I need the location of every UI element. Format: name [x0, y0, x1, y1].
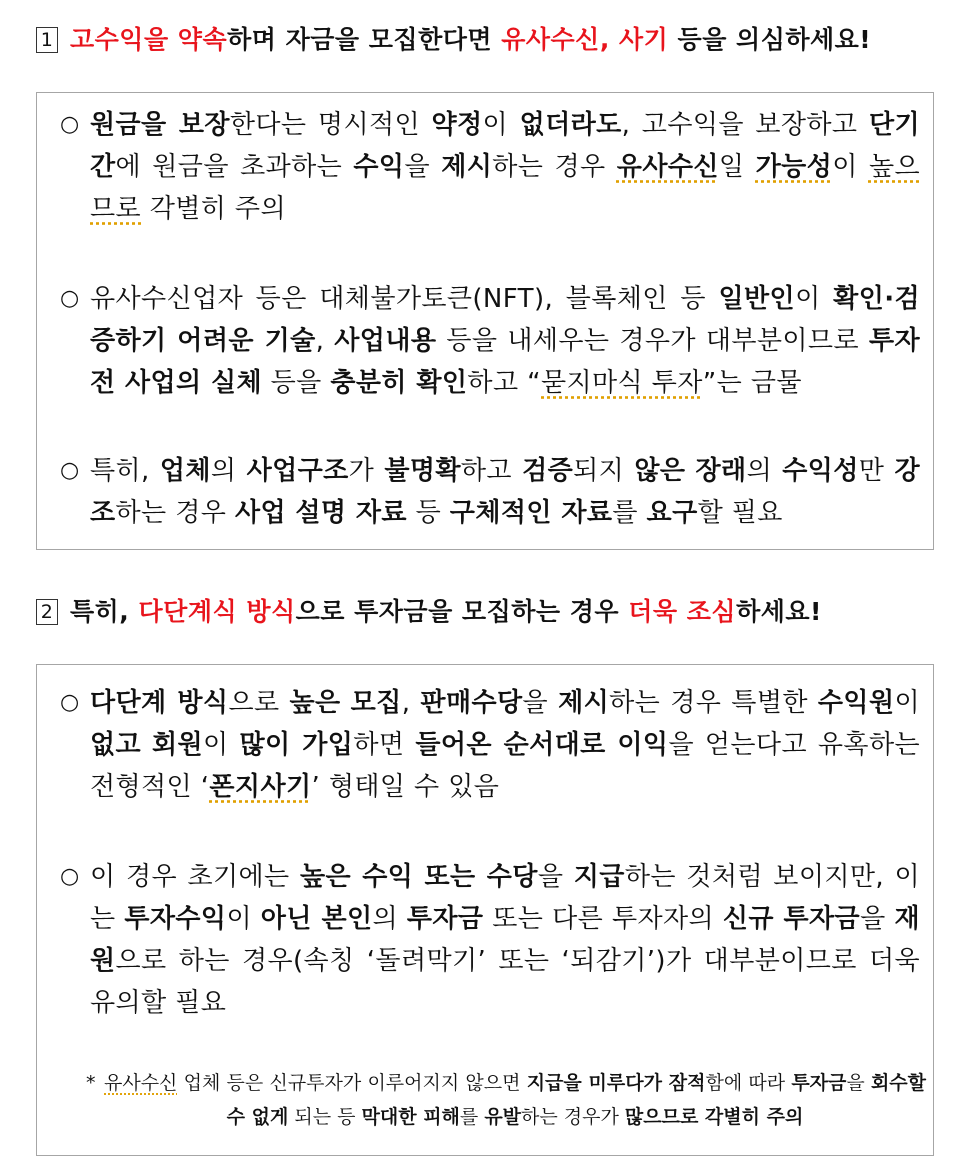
text-run: 를	[612, 498, 647, 528]
text-run: 확인·검증하기 어려운 기술	[90, 284, 920, 356]
section2-item-2	[60, 856, 920, 1024]
text-run	[341, 688, 351, 718]
text-run: 폰지사기	[209, 772, 312, 802]
section1-item-1	[60, 104, 920, 230]
text-run: 사업 설명 자료	[234, 498, 407, 528]
text-run: 사업구조	[246, 456, 349, 486]
text-run: 투자수익	[124, 904, 227, 934]
section1-item-2	[60, 278, 920, 404]
text-run: 이	[832, 152, 869, 182]
text-run: 등을	[262, 368, 331, 398]
text-run: 특히,	[90, 456, 160, 486]
section1-heading	[36, 20, 871, 56]
text-run: 불명확	[384, 456, 461, 486]
text-run: 재원	[90, 904, 920, 976]
text-run: 요구	[646, 498, 698, 528]
text-run: 회수할 수 없게	[226, 1072, 927, 1128]
text-run: 약정	[431, 110, 483, 140]
text-run: 검증	[522, 456, 574, 486]
text-run: 고수익을 약속	[70, 25, 228, 54]
text-run: 등을 의심하세요!	[668, 25, 872, 54]
text-run: 원금을 보장	[90, 110, 230, 140]
text-run: 이	[226, 904, 261, 934]
text-run: 이	[203, 730, 240, 760]
text-run: 없고	[90, 730, 142, 760]
text-run: 모집	[350, 688, 402, 718]
text-run: 하는 경우 특별한	[609, 688, 818, 718]
text-run	[141, 730, 152, 760]
text-run: 하는 것처럼 보이지만, 이는	[90, 862, 921, 934]
text-run: 만	[858, 456, 895, 486]
section2-number: 2	[36, 599, 58, 625]
text-run: 할 필요	[697, 498, 783, 528]
text-run: 하고	[460, 456, 523, 486]
text-run: 의	[746, 456, 783, 486]
text-run: 을	[522, 688, 559, 718]
text-run: 으로 투자금을 모집하는 경우	[295, 597, 629, 626]
text-run: 이	[482, 110, 520, 140]
text-run: 하며 자금을 모집한다면	[227, 25, 502, 54]
text-run: 가능성	[755, 152, 833, 182]
text-run	[685, 456, 695, 486]
item-text	[90, 450, 920, 534]
text-run: 을	[537, 862, 574, 892]
text-run: 제시	[558, 688, 610, 718]
text-run: 를	[459, 1106, 485, 1128]
text-run: 신규 투자금	[722, 904, 861, 934]
text-run: 특히,	[70, 597, 139, 626]
text-run: 한다는 명시적인	[229, 110, 432, 140]
text-run: 되지	[573, 456, 635, 486]
text-run: 유사수신, 사기	[501, 25, 669, 54]
text-run: 수익성	[782, 456, 859, 486]
section1-title	[70, 25, 871, 54]
text-run: 으로 하는 경우(속칭 ‘돌려막기’ 또는 ‘되감기’)가 대부분이므로 더욱 유의할 필요	[90, 946, 920, 1018]
text-run: 사업내용	[334, 326, 437, 356]
text-run: 회원	[152, 730, 204, 760]
text-run: 유사수신	[616, 152, 719, 182]
section1-item-3	[60, 450, 920, 534]
bullet-icon: ○	[60, 112, 80, 137]
text-run: 업체 등은 신규투자가 이루어지지 않으면	[177, 1072, 527, 1094]
text-run: 에 원금을 초과하는	[115, 152, 354, 182]
text-run: 않은	[634, 456, 686, 486]
text-run: ”는 금물	[702, 368, 802, 398]
text-run: 단기간	[90, 110, 920, 182]
text-run: 구체적인 자료	[449, 498, 613, 528]
text-run: 일반인	[718, 284, 796, 314]
text-run: 이	[894, 688, 920, 718]
text-run: 을	[404, 152, 442, 182]
text-run: 유사수신	[104, 1072, 178, 1094]
item-text	[90, 104, 920, 230]
text-run: 일	[718, 152, 756, 182]
text-run: 높으므로	[90, 152, 921, 224]
text-run: 수익원	[817, 688, 895, 718]
bullet-icon: ○	[60, 458, 80, 483]
footnote-text	[104, 1066, 926, 1134]
text-run: 강조	[90, 456, 920, 528]
text-run: 하는 경우	[115, 498, 235, 528]
footnote-asterisk: *	[86, 1072, 96, 1094]
bullet-icon: ○	[60, 864, 80, 889]
text-run: 을 얻는다고 유혹하는 전형적인 ‘	[90, 730, 920, 802]
bullet-icon: ○	[60, 690, 80, 715]
item-text	[90, 682, 920, 808]
text-run: 다단계식 방식	[138, 597, 296, 626]
text-run: 높은	[289, 688, 341, 718]
item-text	[90, 856, 920, 1024]
text-run: 투자금	[791, 1072, 847, 1094]
text-run: ,	[315, 326, 335, 356]
text-run: 유발	[484, 1106, 522, 1128]
text-run: 을	[846, 1072, 871, 1094]
text-run: 장래	[695, 456, 747, 486]
text-run: 함에 따라	[705, 1072, 792, 1094]
section2-heading	[36, 592, 822, 628]
section1-number: 1	[36, 27, 58, 53]
item-text	[90, 278, 920, 404]
text-run: 높은 수익 또는 수당	[299, 862, 538, 892]
text-run: 투자 전 사업의 실체	[90, 326, 920, 398]
text-run: 하는 경우가	[521, 1106, 625, 1128]
text-run: , 고수익을 보장하고	[621, 110, 869, 140]
text-run: 하고 “	[467, 368, 541, 398]
text-run: 또는 다른 투자자의	[483, 904, 723, 934]
text-run: 가	[348, 456, 385, 486]
text-run: 많이 가입	[239, 730, 354, 760]
section2-footnote	[86, 1066, 926, 1134]
text-run: 으로	[228, 688, 290, 718]
text-run: 판매수당	[420, 688, 523, 718]
text-run: 많으므로 각별히 주의	[624, 1106, 804, 1128]
text-run: 의	[210, 456, 247, 486]
bullet-icon: ○	[60, 286, 80, 311]
text-run: 충분히 확인	[330, 368, 468, 398]
text-run: 지급	[573, 862, 625, 892]
text-run: 등	[406, 498, 450, 528]
section2-title	[70, 597, 822, 626]
text-run: 업체	[159, 456, 211, 486]
text-run: 유사수신업자 등은 대체불가토큰(NFT), 블록체인 등	[90, 284, 719, 314]
text-run: 각별히 주의	[141, 194, 286, 224]
text-run: 아닌 본인	[260, 904, 373, 934]
text-run: 하면	[353, 730, 416, 760]
text-run: 투자금	[406, 904, 484, 934]
text-run: 되는 등	[288, 1106, 362, 1128]
text-run: 하세요!	[736, 597, 822, 626]
text-run: 이 경우 초기에는	[90, 862, 300, 892]
text-run: 이	[795, 284, 834, 314]
text-run: ,	[401, 688, 421, 718]
text-run: 등을 내세우는 경우가 대부분이므로	[436, 326, 869, 356]
text-run: ’ 형태일 수 있음	[311, 772, 500, 802]
section2-item-1	[60, 682, 920, 808]
text-run: 을	[860, 904, 895, 934]
text-run: 의	[372, 904, 407, 934]
text-run: 없더라도	[519, 110, 622, 140]
text-run: 수익	[353, 152, 405, 182]
text-run: 다단계 방식	[90, 688, 229, 718]
text-run: 더욱 조심	[628, 597, 737, 626]
text-run: 하는 경우	[492, 152, 617, 182]
text-run: 막대한 피해	[361, 1106, 460, 1128]
text-run: 제시	[441, 152, 493, 182]
text-run: 묻지마식 투자	[541, 368, 703, 398]
text-run: 들어온 순서대로 이익	[415, 730, 669, 760]
text-run: 지급을 미루다가 잠적	[526, 1072, 706, 1094]
